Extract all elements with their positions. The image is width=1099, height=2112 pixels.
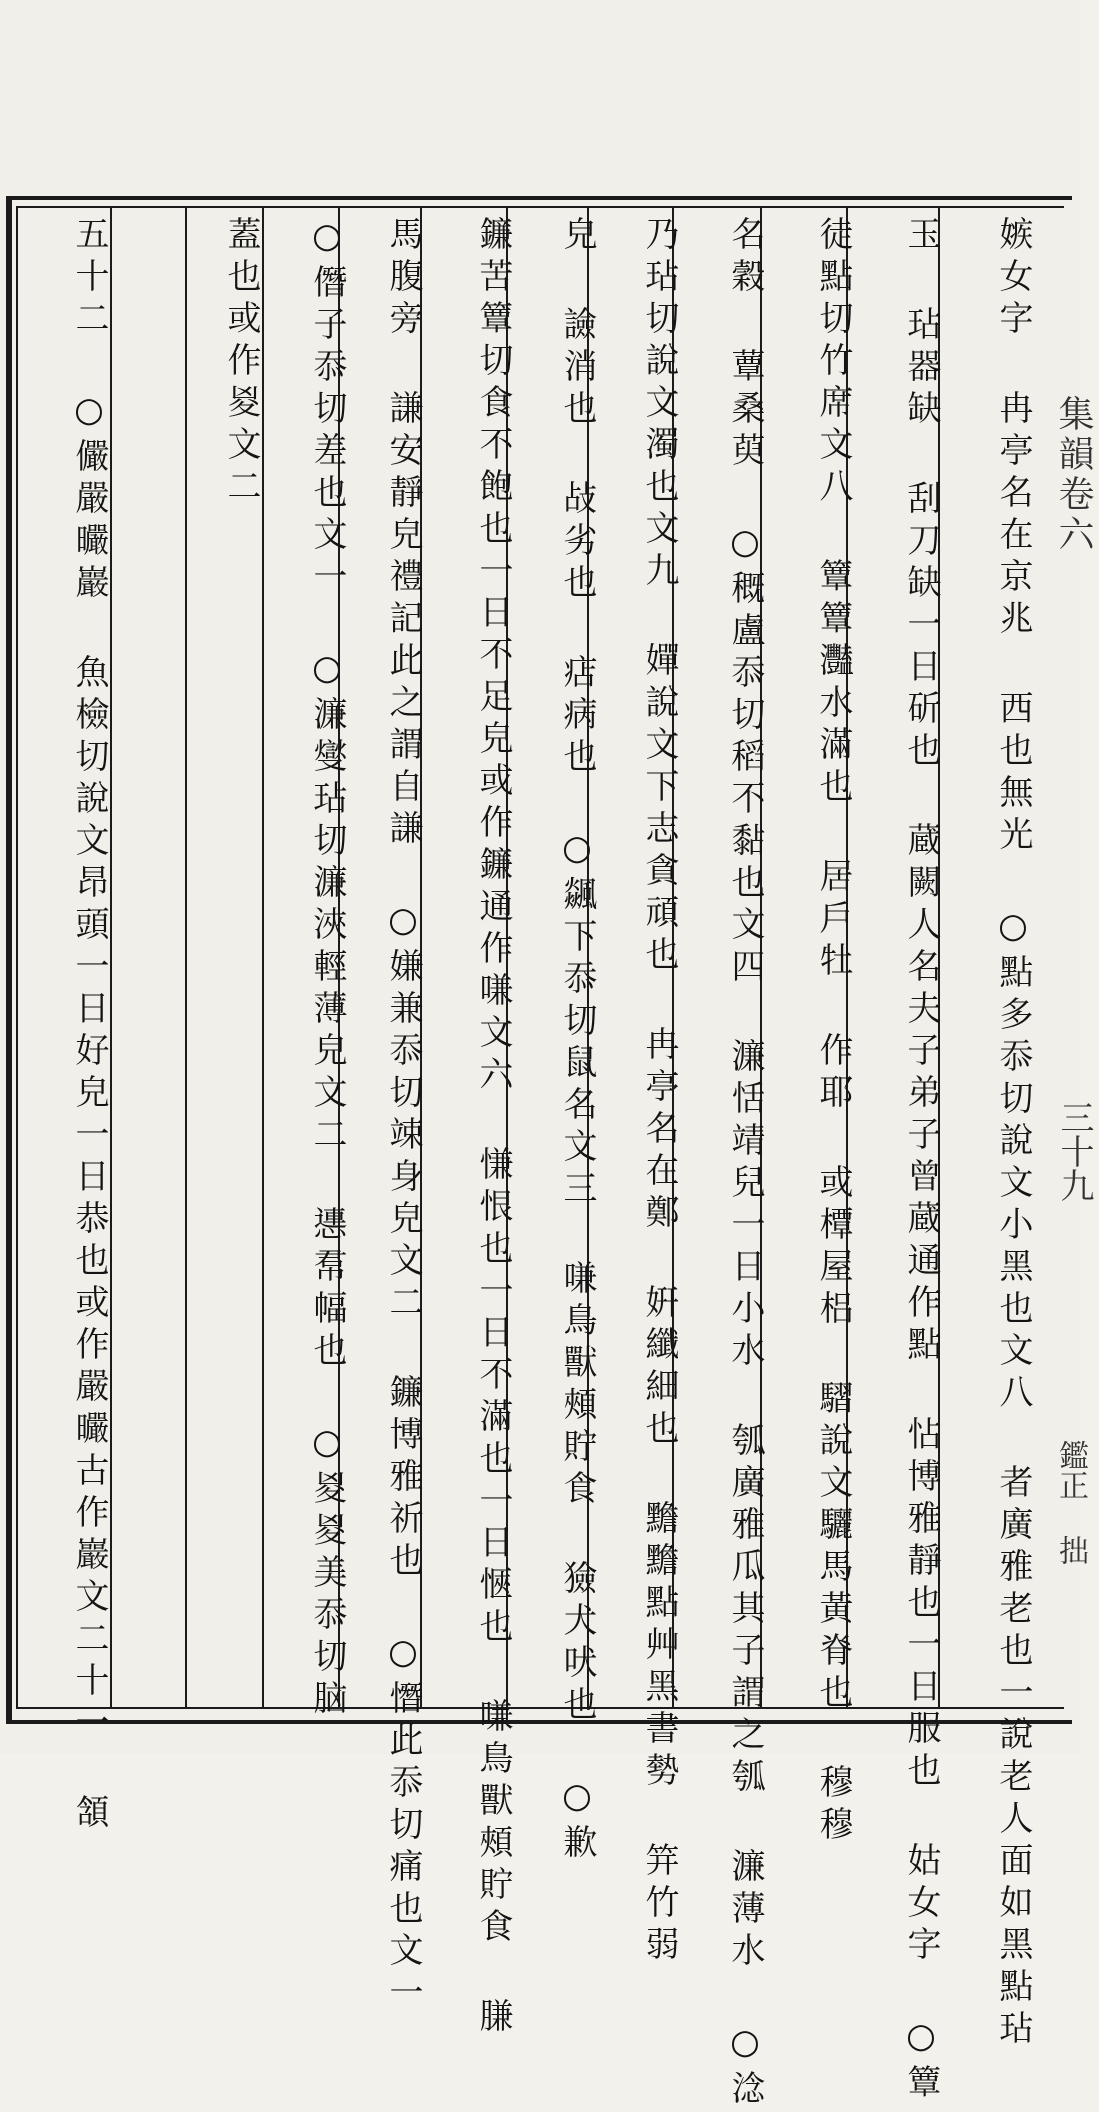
column-rule	[185, 206, 187, 1709]
text-column: 五十二 ○儼嚴曮巖 魚檢切說文昂頭一日好皃一日恭也或作嚴曮古作巖文二十一 頷	[69, 216, 109, 1836]
text-column: 乃玷切說文濁也文九 嬋說文下志貪頑也 冉亭名在鄭 姸纖細也 黵黵點艸黑書勢 笄竹弱	[639, 216, 679, 1968]
margin-marks: 鑑正 拙	[1053, 1440, 1088, 1565]
page-title: 集韻卷六	[1053, 395, 1094, 555]
text-column: 馬腹旁 謙安靜皃禮記此之謂自謙 ○嫌兼忝切竦身皃文二 鐮博雅祈也 ○憯此忝切痛也文一	[383, 216, 423, 2016]
text-column: 蓋也或作㚇文二	[221, 216, 261, 510]
text-column: 鐮苦簟切食不飽也一日不足皃或作鐮通作嗛文六 慊恨也一日不滿也一日愜也 嗛鳥獸頰貯食 膁	[473, 216, 513, 2040]
text-column: 嫉女字 冉亭名在京兆 西也無光 ○點多忝切說文小黑也文八 者廣雅老也一說老人面如黑點玷	[993, 216, 1033, 2052]
text-column: 名穀 蕈桑萸 ○穊盧忝切稻不黏也文四 濂恬靖兒一日小水 瓠廣雅瓜其子謂之瓠 濂薄水 ○淰	[725, 216, 765, 2112]
text-column: 玉 玷器缺 刮刀缺一日斫也 蔵闕人名夫子弟子曾蔵通作點 怗博雅靜也一日服也 姑女字 ○簟	[901, 216, 941, 2106]
text-column: 皃 譣消也 敁劣也 痁病也 ○飊下忝切鼠名文三 嗛鳥獸頰貯食 獫犬吠也 ○歉	[557, 216, 597, 1866]
text-column: ○僭子忝切差也文一 ○濂燮玷切濂浹輕薄皃文二 㦁帬幅也 ○㚇㚇美忝切脑	[307, 216, 347, 1722]
column-rule	[110, 206, 112, 1709]
column-rule	[262, 206, 264, 1709]
page-number: 三十九	[1054, 1100, 1094, 1202]
text-column: 徒點切竹席文八 簟簟灩水滿也 居戶牡 作耶 或橝屋梠 騽說文驪馬黃脊也 穆穆	[813, 216, 853, 1848]
